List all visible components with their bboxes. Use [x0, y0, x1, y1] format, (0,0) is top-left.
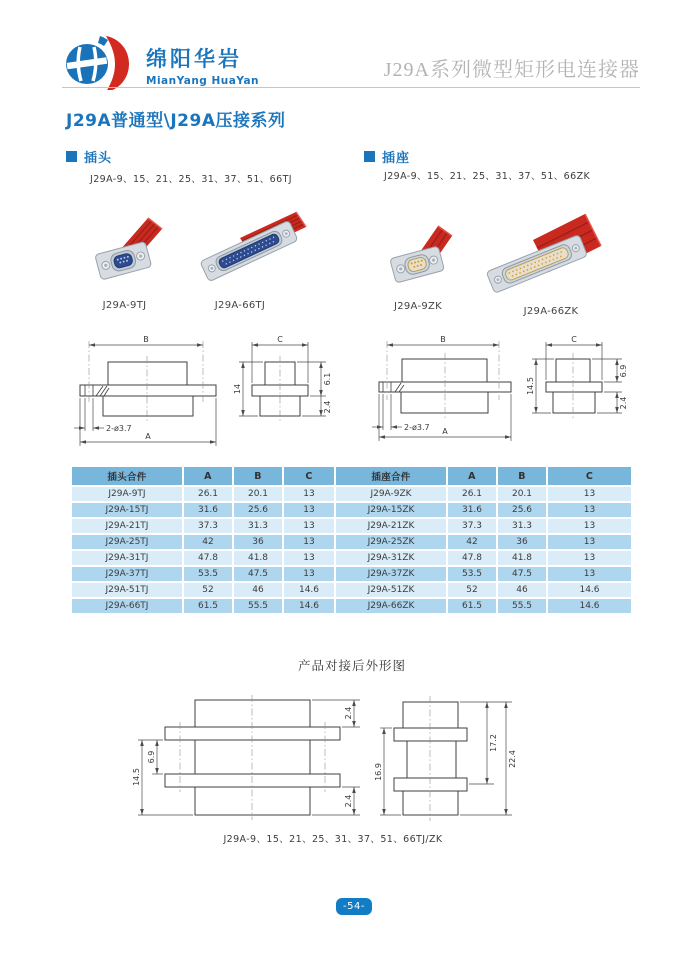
table-cell: J29A-25ZK [336, 535, 446, 549]
photo-j29a-66tj [192, 196, 310, 296]
header-rule [62, 87, 640, 88]
dim-plug-height: 14 [233, 383, 242, 395]
dim-socket-upper: 6.9 [619, 364, 628, 378]
table-cell: 47.8 [184, 551, 232, 565]
table-cell: 13 [548, 535, 631, 549]
table-cell: 36 [498, 535, 546, 549]
plug-bullet-icon [66, 151, 77, 162]
socket-models: J29A-9、15、21、25、31、37、51、66ZK [384, 171, 591, 182]
table-cell: 31.3 [498, 519, 546, 533]
socket-heading [364, 147, 410, 166]
photo-caption-j29a-66zk: J29A-66ZK [523, 306, 579, 317]
table-cell: 14.6 [548, 583, 631, 597]
mated-drawing-side [370, 692, 570, 832]
dim-plug-c: C [277, 335, 283, 344]
table-cell: 47.5 [498, 567, 546, 581]
table-header-cell: 插座合件 [336, 467, 446, 485]
socket-label: 插座 [382, 151, 411, 166]
table-cell: 55.5 [498, 599, 546, 613]
dim-mated-side-inner: 17.2 [489, 734, 498, 752]
table-cell: 61.5 [448, 599, 496, 613]
table-cell: 13 [284, 535, 334, 549]
table-cell: 47.8 [448, 551, 496, 565]
photo-j29a-9tj [82, 198, 177, 293]
table-cell: 52 [184, 583, 232, 597]
brand-name-en: MianYang HuaYan [146, 75, 260, 87]
drawing-socket [360, 330, 660, 460]
table-cell: 31.6 [448, 503, 496, 517]
dim-socket-lower: 2.4 [619, 396, 628, 410]
brand-name-cn: 绵阳华岩 [146, 47, 242, 71]
dim-mated-front-height: 14.5 [132, 768, 141, 786]
table-cell: 13 [284, 551, 334, 565]
table-cell: 20.1 [234, 487, 282, 501]
dim-plug-b: B [143, 335, 149, 344]
table-cell: J29A-9TJ [72, 487, 182, 501]
table-cell: 13 [548, 487, 631, 501]
table-cell: J29A-15ZK [336, 503, 446, 517]
section-title: J29A普通型\J29A压接系列 [66, 111, 286, 131]
dim-socket-b: B [440, 335, 446, 344]
photo-j29a-9zk [380, 208, 460, 296]
table-cell: 36 [234, 535, 282, 549]
table-cell: 20.1 [498, 487, 546, 501]
table-cell: J29A-51ZK [336, 583, 446, 597]
photo-caption-j29a-66tj: J29A-66TJ [214, 300, 266, 311]
table-header-cell: A [184, 467, 232, 485]
plug-label: 插头 [84, 151, 113, 166]
table-cell: 37.3 [184, 519, 232, 533]
table-cell: 25.6 [498, 503, 546, 517]
dim-mated-side-outer: 22.4 [508, 750, 517, 768]
table-cell: J29A-37TJ [72, 567, 182, 581]
drawing-plug [60, 330, 360, 460]
dim-mated-front-top: 2.4 [344, 706, 353, 720]
table-cell: 13 [284, 503, 334, 517]
plug-heading [66, 147, 112, 166]
table-cell: 42 [184, 535, 232, 549]
dim-plug-lower: 2.4 [323, 400, 332, 414]
doc-title: J29A系列微型矩形电连接器 [383, 59, 640, 81]
table-cell: 42 [448, 535, 496, 549]
table-cell: 13 [284, 487, 334, 501]
table-header-cell: 插头合件 [72, 467, 182, 485]
table-cell: 53.5 [184, 567, 232, 581]
table-cell: 31.6 [184, 503, 232, 517]
table-cell: 14.6 [548, 599, 631, 613]
table-cell: J29A-66TJ [72, 599, 182, 613]
table-cell: 31.3 [234, 519, 282, 533]
table-cell: 41.8 [234, 551, 282, 565]
table-cell: 37.3 [448, 519, 496, 533]
table-cell: 13 [548, 551, 631, 565]
table-cell: J29A-51TJ [72, 583, 182, 597]
dim-plug-holes: 2-ø3.7 [106, 424, 132, 433]
photo-caption-j29a-9tj: J29A-9TJ [102, 300, 147, 311]
table-cell: 53.5 [448, 567, 496, 581]
dim-mated-side-left: 16.9 [374, 763, 383, 781]
table-cell: 14.6 [284, 583, 334, 597]
photo-caption-j29a-9zk: J29A-9ZK [393, 301, 443, 312]
table-cell: 13 [284, 519, 334, 533]
table-cell: J29A-31TJ [72, 551, 182, 565]
dim-plug-a: A [145, 432, 151, 441]
table-header-cell: A [448, 467, 496, 485]
table-cell: 13 [284, 567, 334, 581]
mated-drawing-front [130, 692, 370, 832]
table-cell: 14.6 [284, 599, 334, 613]
table-cell: 25.6 [234, 503, 282, 517]
table-cell: 61.5 [184, 599, 232, 613]
mated-title: 产品对接后外形图 [297, 658, 406, 673]
dimension-table [72, 467, 631, 613]
table-cell: 41.8 [498, 551, 546, 565]
table-cell: J29A-21TJ [72, 519, 182, 533]
table-cell: 26.1 [184, 487, 232, 501]
table-cell: J29A-9ZK [336, 487, 446, 501]
table-header-cell: C [284, 467, 334, 485]
dim-plug-upper: 6.1 [323, 372, 332, 386]
table-cell: 46 [234, 583, 282, 597]
brand-name [146, 43, 259, 87]
table-cell: J29A-21ZK [336, 519, 446, 533]
page-number-badge: -54- [336, 898, 372, 915]
dim-socket-height: 14.5 [526, 377, 535, 395]
table-cell: J29A-15TJ [72, 503, 182, 517]
table-cell: 13 [548, 567, 631, 581]
table-cell: J29A-25TJ [72, 535, 182, 549]
table-cell: 13 [548, 519, 631, 533]
table-header-cell: C [548, 467, 631, 485]
table-cell: 46 [498, 583, 546, 597]
table-cell: 55.5 [234, 599, 282, 613]
mated-caption: J29A-9、15、21、25、31、37、51、66TJ/ZK [223, 834, 443, 845]
table-cell: 52 [448, 583, 496, 597]
dim-socket-holes: 2-ø3.7 [404, 423, 430, 432]
photo-j29a-66zk [483, 202, 603, 297]
table-cell: 13 [548, 503, 631, 517]
table-cell: 26.1 [448, 487, 496, 501]
table-cell: J29A-31ZK [336, 551, 446, 565]
dim-mated-front-bottom: 2.4 [344, 794, 353, 808]
table-header-cell: B [498, 467, 546, 485]
table-cell: 47.5 [234, 567, 282, 581]
socket-bullet-icon [364, 151, 375, 162]
dim-socket-c: C [571, 335, 577, 344]
table-cell: J29A-37ZK [336, 567, 446, 581]
table-header-cell: B [234, 467, 282, 485]
brand-logo-icon [62, 34, 140, 90]
dim-socket-a: A [442, 427, 448, 436]
plug-models: J29A-9、15、21、25、31、37、51、66TJ [90, 174, 292, 185]
table-cell: J29A-66ZK [336, 599, 446, 613]
dim-mated-front-inner: 6.9 [147, 750, 156, 764]
